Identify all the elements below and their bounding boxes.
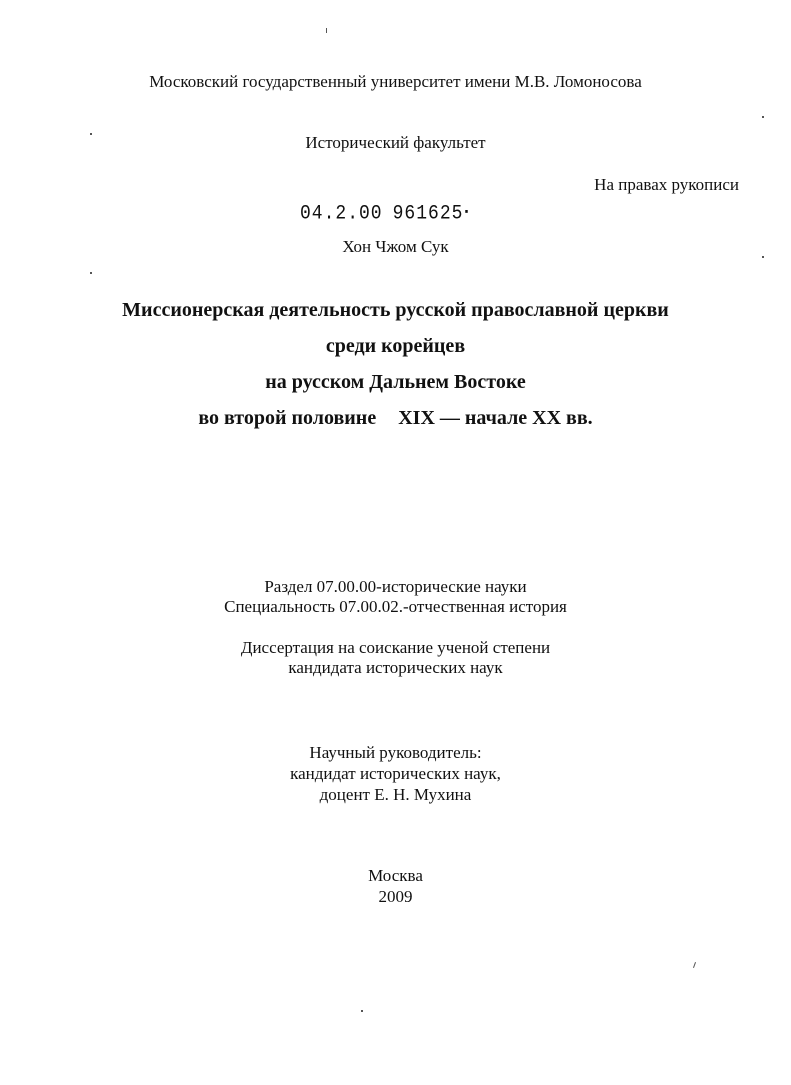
scan-speck xyxy=(326,28,327,33)
stamp-mark: ▪ xyxy=(463,206,471,220)
stamp-date-code: 04.2.00 xyxy=(300,202,383,226)
scan-speck xyxy=(361,1010,363,1012)
manuscript-note: На правах рукописи xyxy=(594,175,739,194)
scan-speck xyxy=(90,133,92,135)
title-line-2: среди корейцев xyxy=(325,335,466,357)
scan-speck xyxy=(762,256,764,258)
stamp-number: 961625 xyxy=(392,202,464,226)
degree-line-2: кандидата исторических наук xyxy=(288,658,503,677)
year: 2009 xyxy=(378,887,413,906)
university-name: Московский государственный университет имени М.В. Ломоносова xyxy=(149,72,642,91)
city-name: Москва xyxy=(368,866,423,885)
scan-speck xyxy=(693,962,696,968)
supervisor-rank: кандидат исторических наук, xyxy=(290,764,501,783)
title-line-1: Миссионерская деятельность русской православной церкви xyxy=(122,299,669,321)
specialty-code: Специальность 07.00.02.-отчественная история xyxy=(224,597,567,616)
scan-speck xyxy=(90,272,92,274)
title-line-4 xyxy=(0,406,791,430)
supervisor-name: доцент Е. Н. Мухина xyxy=(319,785,472,804)
title-line-3: на русском Дальнем Востоке xyxy=(265,371,526,393)
author-name: Хон Чжом Сук xyxy=(342,237,449,256)
section-code: Раздел 07.00.00-исторические науки xyxy=(264,577,527,596)
title-line-4-part-b: XIX — начале XX вв. xyxy=(398,407,593,429)
supervisor-label: Научный руководитель: xyxy=(309,743,482,762)
degree-line-1: Диссертация на соискание ученой степени xyxy=(240,638,551,657)
faculty-name: Исторический факультет xyxy=(305,133,486,152)
title-line-4-part-a: во второй половине xyxy=(198,407,377,429)
scan-speck xyxy=(762,116,764,118)
library-stamp xyxy=(300,201,470,226)
